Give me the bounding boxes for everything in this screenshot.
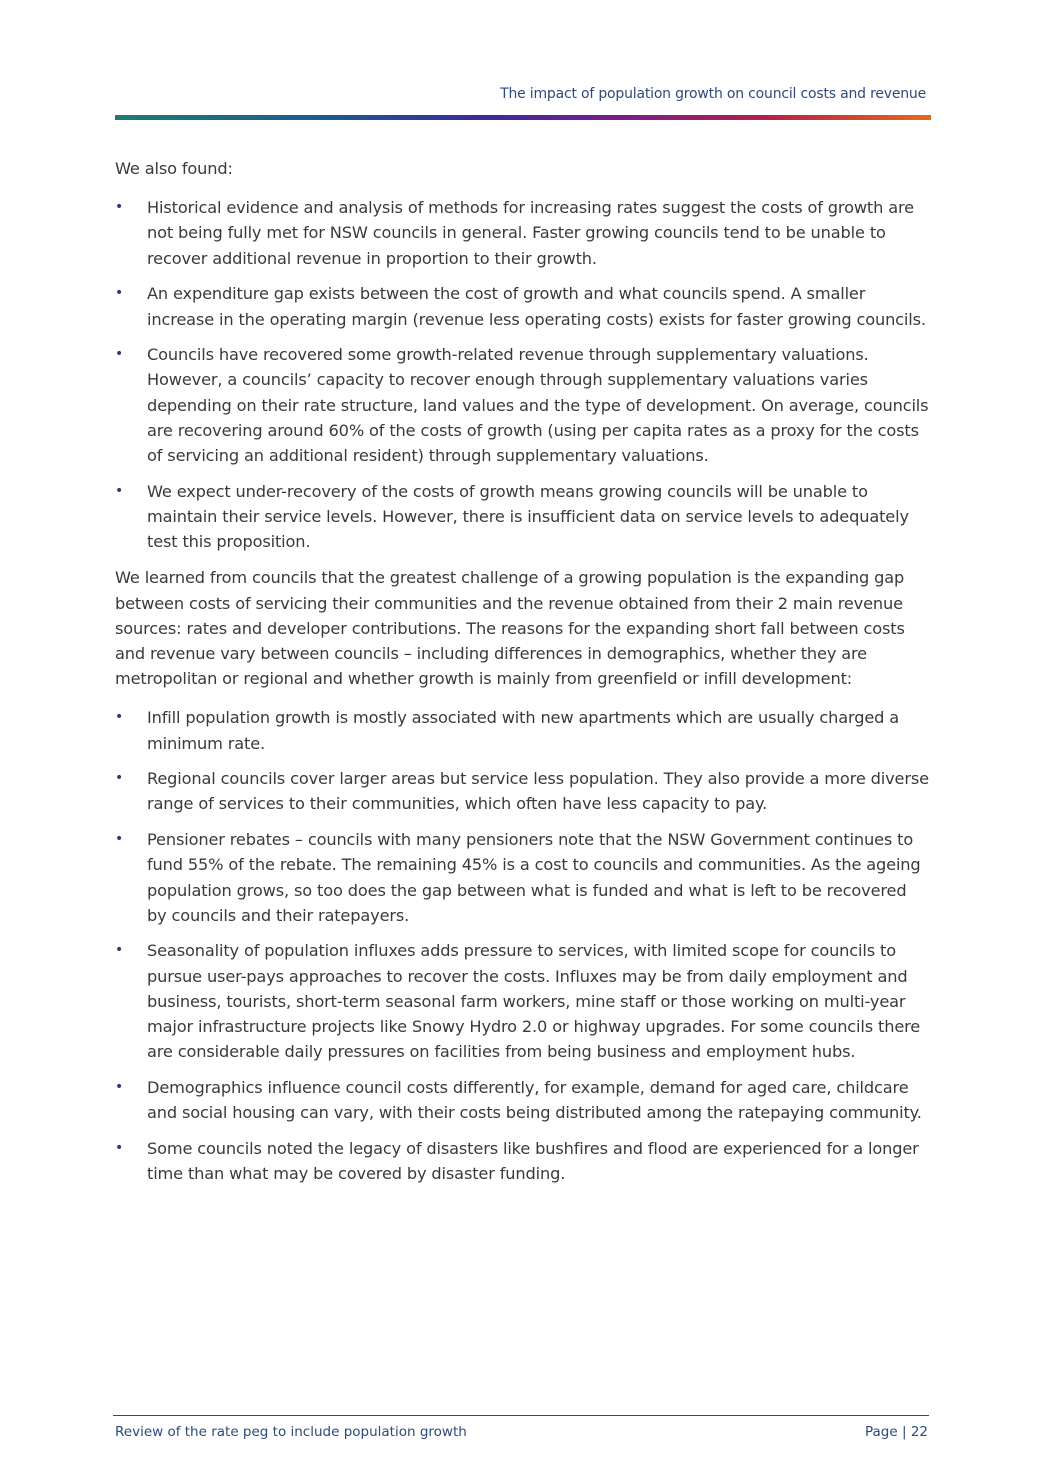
footer-document-title: Review of the rate peg to include population growth [115,1424,467,1440]
challenges-list [115,705,931,1186]
intro-text: We also found: [115,159,233,178]
challenge-item: • Seasonality of population influxes adds pressure to services, with limited scope for councils to pursue user-pays approaches to recover the costs. Influxes may be from daily employment and business, tourists, short-term seasonal farm workers, mine staff or those working on multi-year major infrastructure projects like Snowy Hydro 2.0 or highway upgrades. For some councils there are considerable daily pressures on facilities from being business and employment hubs. [115,938,931,1064]
challenge-item: • Demographics influence council costs differently, for example, demand for aged care, childcare and social housing can vary, with their costs being distributed among the ratepaying community. [115,1075,931,1125]
page-body [115,156,931,1197]
findings-list [115,195,931,554]
footer-page-number: Page | 22 [865,1424,928,1440]
challenge-item: • Some councils noted the legacy of disasters like bushfires and flood are experienced for a longer time than what may be covered by disaster funding. [115,1136,931,1186]
challenges-paragraph: We learned from councils that the greatest challenge of a growing population is the expanding gap between costs of servicing their communities and the revenue obtained from their 2 main revenue sources: rates and developer contributions. The reasons for the expanding short fall between costs and revenue vary between councils – including differences in demographics, whether they are metropolitan or regional and whether growth is mainly from greenfield or infill development: [115,568,905,689]
challenge-item: • Infill population growth is mostly associated with new apartments which are usually charged a minimum rate. [115,705,931,755]
finding-item: • Historical evidence and analysis of methods for increasing rates suggest the costs of growth are not being fully met for NSW councils in general. Faster growing councils tend to be unable to recover additional revenue in proportion to their growth. [115,195,931,271]
challenge-item: • Regional councils cover larger areas but service less population. They also provide a more diverse range of services to their communities, which often have less capacity to pay. [115,766,931,816]
finding-item: • An expenditure gap exists between the cost of growth and what councils spend. A smaller increase in the operating margin (revenue less operating costs) exists for faster growing councils. [115,281,931,331]
finding-item: • Councils have recovered some growth-related revenue through supplementary valuations. However, a councils’ capacity to recover enough through supplementary valuations varies depending on their rate structure, land values and the type of development. On average, councils are recovering around 60% of the costs of growth (using per capita rates as a proxy for the costs of servicing an additional resident) through supplementary valuations. [115,342,931,468]
footer-rule [113,1415,929,1416]
header-gradient-rule [115,115,931,120]
finding-item: • We expect under-recovery of the costs of growth means growing councils will be unable to maintain their service levels. However, there is insufficient data on service levels to adequately test this proposition. [115,479,931,555]
running-header-title: The impact of population growth on council costs and revenue [500,86,926,102]
challenge-item: • Pensioner rebates – councils with many pensioners note that the NSW Government continues to fund 55% of the rebate. The remaining 45% is a cost to councils and communities. As the ageing population grows, so too does the gap between what is funded and what is left to be recovered by councils and their ratepayers. [115,827,931,928]
